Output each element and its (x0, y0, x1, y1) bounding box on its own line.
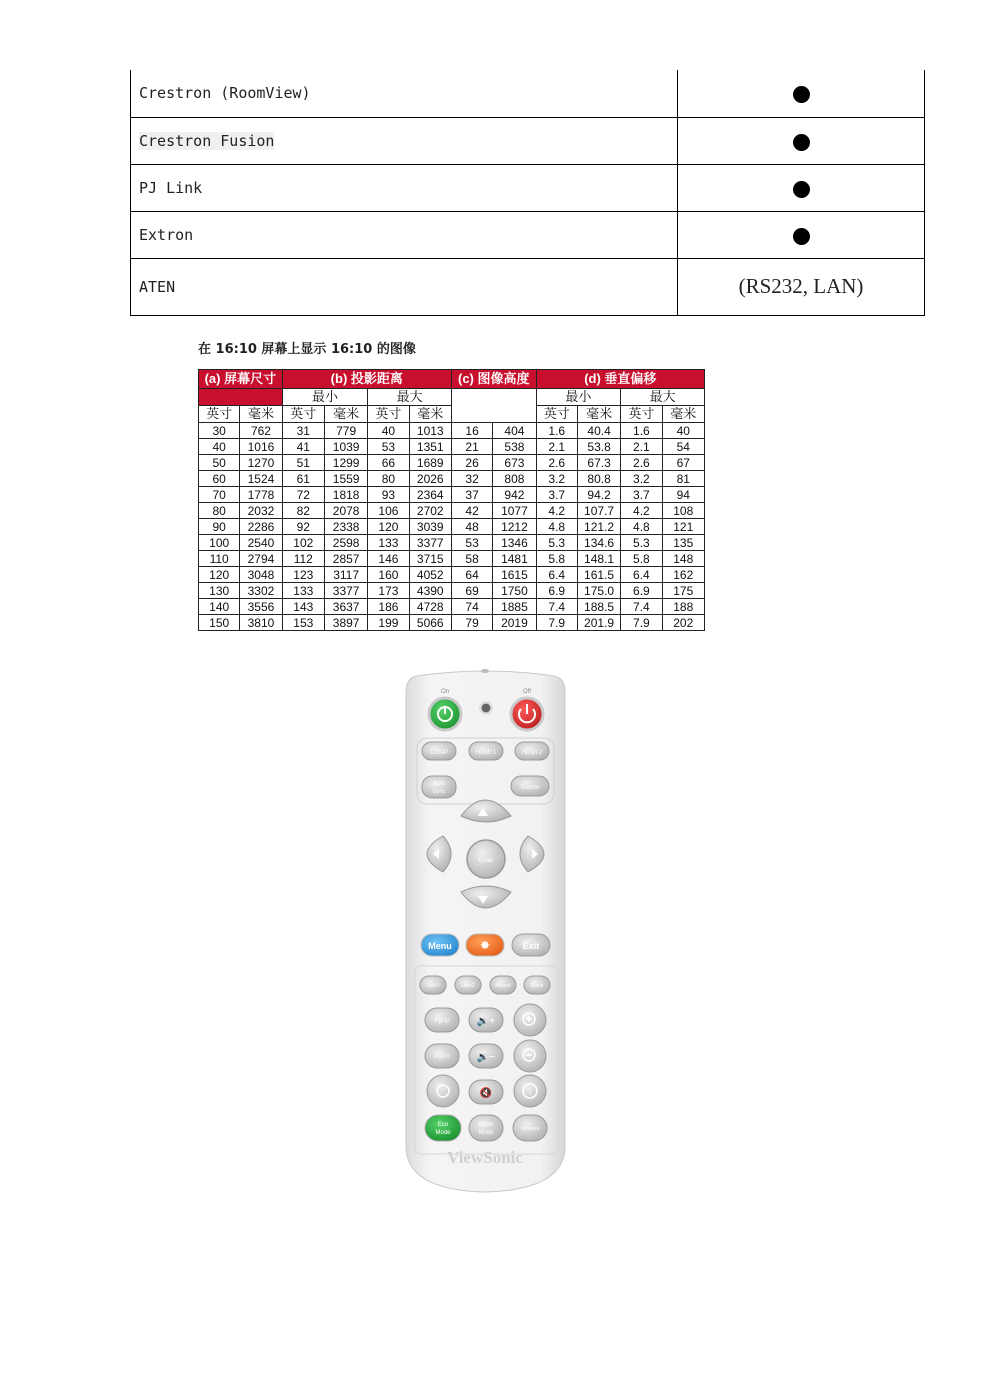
remote-control-illustration (403, 666, 568, 1194)
projection-table-title: 在 16:10 屏幕上显示 16:10 的图像 (198, 342, 416, 357)
protocol-name (131, 70, 678, 117)
eco-mode-button[interactable] (425, 1115, 461, 1141)
unit-inch: 英寸 (282, 406, 324, 423)
auto-sync-button[interactable] (422, 776, 456, 798)
table-cell: 53 (451, 535, 492, 551)
table-cell: 53 (368, 439, 409, 455)
table-cell: 4390 (409, 583, 451, 599)
table-cell: 762 (240, 423, 282, 439)
table-cell: 135 (662, 535, 704, 551)
page-up-button[interactable] (425, 1008, 459, 1032)
laser-icon: ✸ (480, 940, 490, 952)
enter-button[interactable] (467, 840, 505, 878)
header-offset-min: 最小 (536, 389, 621, 406)
table-cell: 3810 (240, 615, 282, 631)
table-cell: 1270 (240, 455, 282, 471)
table-cell: 140 (199, 599, 240, 615)
svg-text:Sync: Sync (432, 789, 446, 795)
table-row (199, 423, 705, 439)
table-cell: 175 (662, 583, 704, 599)
table-cell: 3039 (409, 519, 451, 535)
table-row (199, 535, 705, 551)
volume-up-icon: 🔉+ (476, 1016, 496, 1027)
table-row (199, 439, 705, 455)
menu-button[interactable] (421, 934, 459, 956)
protocol-name-text: Crestron Fusion (139, 131, 275, 150)
page-down-button[interactable] (425, 1044, 459, 1068)
table-row (199, 567, 705, 583)
source-button[interactable] (511, 776, 549, 796)
table-cell: 93 (368, 487, 409, 503)
table-cell: 5.8 (621, 551, 662, 567)
zoom-in-button[interactable] (514, 1004, 546, 1036)
table-cell: 808 (493, 471, 536, 487)
protocol-row (131, 164, 925, 211)
table-cell: 107.7 (577, 503, 620, 519)
table-cell: 1077 (493, 503, 536, 519)
svg-text:PgDn: PgDn (434, 1054, 450, 1060)
table-cell: 4.2 (536, 503, 577, 519)
user1-button[interactable] (420, 976, 446, 994)
table-row (199, 551, 705, 567)
table-cell: 4052 (409, 567, 451, 583)
table-cell: 673 (493, 455, 536, 471)
svg-text:COMP: COMP (430, 750, 448, 756)
header-screen-size: (a) 屏幕尺寸 (199, 370, 283, 389)
table-cell: 94.2 (577, 487, 620, 503)
table-cell: 7.4 (536, 599, 577, 615)
table-cell: 112 (282, 551, 324, 567)
svg-text:Mode: Mode (435, 1130, 451, 1136)
table-cell: 4.8 (536, 519, 577, 535)
mute-icon: 🔇 (479, 1088, 493, 1099)
table-cell: 4.2 (621, 503, 662, 519)
table-cell: 120 (368, 519, 409, 535)
svg-text:Blank: Blank (530, 983, 544, 989)
table-cell: 72 (282, 487, 324, 503)
table-cell: 1481 (493, 551, 536, 567)
table-cell: 3715 (409, 551, 451, 567)
table-cell: 32 (451, 471, 492, 487)
table-cell: 53.8 (577, 439, 620, 455)
svg-text:HDMI 1: HDMI 1 (475, 750, 497, 756)
projection-size-table (198, 369, 705, 631)
svg-text:Color: Color (478, 1122, 494, 1128)
table-cell: 1615 (493, 567, 536, 583)
table-cell: 3377 (324, 583, 367, 599)
svg-text:Exit: Exit (522, 941, 540, 951)
table-cell: 161.5 (577, 567, 620, 583)
svg-text:PgUp: PgUp (434, 1018, 450, 1024)
volume-down-button[interactable] (469, 1044, 503, 1068)
protocol-support (678, 164, 925, 211)
protocol-row (131, 117, 925, 164)
table-cell: 199 (368, 615, 409, 631)
table-cell: 80 (199, 503, 240, 519)
table-cell: 50 (199, 455, 240, 471)
table-cell: 4.8 (621, 519, 662, 535)
table-cell: 2.1 (536, 439, 577, 455)
table-row (199, 503, 705, 519)
protocol-name-text: ATEN (139, 277, 176, 296)
table-cell: 404 (493, 423, 536, 439)
table-cell: 5.3 (621, 535, 662, 551)
table-cell: 82 (282, 503, 324, 519)
table-cell: 3302 (240, 583, 282, 599)
table-cell: 7.9 (536, 615, 577, 631)
table-cell: 146 (368, 551, 409, 567)
table-cell: 2364 (409, 487, 451, 503)
laser-button[interactable] (466, 934, 504, 956)
table-cell: 153 (282, 615, 324, 631)
table-cell: 1212 (493, 519, 536, 535)
timer-button[interactable] (427, 1075, 459, 1107)
supported-dot-icon (793, 86, 810, 103)
table-cell: 134.6 (577, 535, 620, 551)
unit-mm: 毫米 (409, 406, 451, 423)
table-cell: 3.2 (536, 471, 577, 487)
table-cell: 3117 (324, 567, 367, 583)
table-cell: 5.8 (536, 551, 577, 567)
table-cell: 3.2 (621, 471, 662, 487)
supported-dot-icon (793, 228, 810, 245)
svg-text:Menu: Menu (428, 941, 452, 951)
table-cell: 60 (199, 471, 240, 487)
power-off-button[interactable] (511, 698, 543, 730)
table-cell: 186 (368, 599, 409, 615)
table-row (199, 471, 705, 487)
svg-text:i: i (529, 1087, 531, 1096)
table-cell: 538 (493, 439, 536, 455)
table-cell: 173 (368, 583, 409, 599)
zoom-out-button[interactable] (514, 1040, 546, 1072)
table-cell: 6.4 (536, 567, 577, 583)
table-cell: 1346 (493, 535, 536, 551)
table-cell: 2794 (240, 551, 282, 567)
table-cell: 2286 (240, 519, 282, 535)
aspect-button[interactable] (490, 976, 516, 994)
svg-text:Enter: Enter (478, 858, 494, 864)
table-cell: 1.6 (621, 423, 662, 439)
protocol-name-text: Extron (139, 225, 194, 244)
header-blank (199, 389, 283, 406)
table-cell: 3556 (240, 599, 282, 615)
header-blank (451, 389, 536, 423)
unit-inch: 英寸 (621, 406, 662, 423)
table-cell: 160 (368, 567, 409, 583)
table-cell: 3897 (324, 615, 367, 631)
unit-inch: 英寸 (368, 406, 409, 423)
table-cell: 64 (451, 567, 492, 583)
table-cell: 108 (662, 503, 704, 519)
table-cell: 94 (662, 487, 704, 503)
table-cell: 121 (662, 519, 704, 535)
table-cell: 133 (282, 583, 324, 599)
table-cell: 61 (282, 471, 324, 487)
table-row (199, 615, 705, 631)
protocol-name (131, 211, 678, 258)
table-cell: 79 (451, 615, 492, 631)
protocol-name-text: Crestron (RoomView) (139, 84, 311, 103)
table-cell: 1778 (240, 487, 282, 503)
table-cell: 2019 (493, 615, 536, 631)
table-cell: 201.9 (577, 615, 620, 631)
table-cell: 148 (662, 551, 704, 567)
table-cell: 2857 (324, 551, 367, 567)
exit-button[interactable] (512, 934, 550, 956)
protocol-row (131, 258, 925, 315)
table-cell: 16 (451, 423, 492, 439)
table-cell: 133 (368, 535, 409, 551)
unit-inch: 英寸 (536, 406, 577, 423)
svg-text:HDMI 2: HDMI 2 (521, 750, 543, 756)
table-cell: 30 (199, 423, 240, 439)
comp-button[interactable] (422, 742, 456, 760)
table-cell: 110 (199, 551, 240, 567)
table-cell: 143 (282, 599, 324, 615)
table-cell: 67.3 (577, 455, 620, 471)
table-cell: 188.5 (577, 599, 620, 615)
table-cell: 3048 (240, 567, 282, 583)
table-cell: 1013 (409, 423, 451, 439)
info-button[interactable] (514, 1075, 546, 1107)
header-vertical-offset: (d) 垂直偏移 (536, 370, 704, 389)
table-cell: 2598 (324, 535, 367, 551)
mute-button[interactable] (469, 1080, 503, 1104)
unit-mm: 毫米 (662, 406, 704, 423)
table-cell: 1818 (324, 487, 367, 503)
table-cell: 81 (662, 471, 704, 487)
table-cell: 4728 (409, 599, 451, 615)
protocol-support: (RS232, LAN) (678, 258, 925, 315)
status-led (482, 704, 491, 713)
table-cell: 779 (324, 423, 367, 439)
table-cell: 942 (493, 487, 536, 503)
ir-emitter (481, 669, 489, 673)
svg-text:Source: Source (520, 785, 540, 791)
table-cell: 2026 (409, 471, 451, 487)
table-cell: 120 (199, 567, 240, 583)
table-cell: 1885 (493, 599, 536, 615)
unit-mm: 毫米 (240, 406, 282, 423)
table-cell: 2032 (240, 503, 282, 519)
protocol-row (131, 70, 925, 117)
table-cell: 66 (368, 455, 409, 471)
protocol-support (678, 117, 925, 164)
header-offset-max: 最大 (621, 389, 705, 406)
on-label: On (440, 689, 450, 695)
table-cell: 3637 (324, 599, 367, 615)
table-cell: 102 (282, 535, 324, 551)
header-throw-min: 最小 (282, 389, 368, 406)
table-row (199, 455, 705, 471)
svg-text:User1: User1 (426, 983, 440, 989)
table-cell: 1351 (409, 439, 451, 455)
hdmi1-button[interactable] (469, 742, 503, 760)
table-cell: 121.2 (577, 519, 620, 535)
table-cell: 31 (282, 423, 324, 439)
table-cell: 26 (451, 455, 492, 471)
table-row (199, 487, 705, 503)
control-protocol-table (130, 70, 925, 316)
table-cell: 48 (451, 519, 492, 535)
unit-inch: 英寸 (199, 406, 240, 423)
header-throw-distance: (b) 投影距离 (282, 370, 451, 389)
table-cell: 1689 (409, 455, 451, 471)
svg-text:Network: Network (520, 1126, 540, 1132)
supported-dot-icon (793, 134, 810, 151)
table-row (199, 599, 705, 615)
table-cell: 106 (368, 503, 409, 519)
table-cell: 58 (451, 551, 492, 567)
table-cell: 7.9 (621, 615, 662, 631)
table-row (199, 583, 705, 599)
protocol-name (131, 164, 678, 211)
table-row (199, 519, 705, 535)
volume-down-icon: 🔉− (476, 1052, 496, 1063)
hdmi2-button[interactable] (515, 742, 549, 760)
table-cell: 148.1 (577, 551, 620, 567)
table-cell: 51 (282, 455, 324, 471)
unit-mm: 毫米 (324, 406, 367, 423)
user2-button[interactable] (455, 976, 481, 994)
table-cell: 67 (662, 455, 704, 471)
svg-text:User2: User2 (461, 983, 475, 989)
table-cell: 175.0 (577, 583, 620, 599)
table-cell: 100 (199, 535, 240, 551)
table-cell: 90 (199, 519, 240, 535)
protocol-name-text: PJ Link (139, 178, 203, 197)
svg-text:Auto: Auto (432, 781, 446, 787)
table-cell: 5066 (409, 615, 451, 631)
table-cell: 2.6 (621, 455, 662, 471)
table-cell: 2338 (324, 519, 367, 535)
table-cell: 202 (662, 615, 704, 631)
table-cell: 3.7 (536, 487, 577, 503)
network-button[interactable] (513, 1115, 547, 1141)
protocol-support (678, 211, 925, 258)
off-label: Off (523, 689, 531, 695)
svg-text:Aspect: Aspect (495, 983, 511, 989)
protocol-support (678, 70, 925, 117)
blank-button[interactable] (524, 976, 550, 994)
table-cell: 1559 (324, 471, 367, 487)
table-cell: 1524 (240, 471, 282, 487)
table-cell: 41 (282, 439, 324, 455)
table-cell: 1.6 (536, 423, 577, 439)
table-cell: 1299 (324, 455, 367, 471)
table-cell: 6.9 (621, 583, 662, 599)
table-cell: 3.7 (621, 487, 662, 503)
table-cell: 80 (368, 471, 409, 487)
table-cell: 54 (662, 439, 704, 455)
table-cell: 40 (662, 423, 704, 439)
table-cell: 92 (282, 519, 324, 535)
table-cell: 2078 (324, 503, 367, 519)
svg-text:Mode: Mode (478, 1130, 494, 1136)
volume-up-button[interactable] (469, 1008, 503, 1032)
table-cell: 162 (662, 567, 704, 583)
table-cell: 188 (662, 599, 704, 615)
table-cell: 6.9 (536, 583, 577, 599)
table-cell: 80.8 (577, 471, 620, 487)
table-cell: 70 (199, 487, 240, 503)
table-cell: 1016 (240, 439, 282, 455)
table-cell: 6.4 (621, 567, 662, 583)
table-cell: 40.4 (577, 423, 620, 439)
brand-logo: ViewSonic (447, 1148, 523, 1167)
table-cell: 74 (451, 599, 492, 615)
unit-mm: 毫米 (577, 406, 620, 423)
supported-dot-icon (793, 181, 810, 198)
table-cell: 2.1 (621, 439, 662, 455)
table-cell: 40 (368, 423, 409, 439)
table-cell: 42 (451, 503, 492, 519)
table-cell: 130 (199, 583, 240, 599)
table-cell: 2.6 (536, 455, 577, 471)
table-cell: 7.4 (621, 599, 662, 615)
color-mode-button[interactable] (469, 1115, 503, 1141)
table-cell: 1750 (493, 583, 536, 599)
svg-text:Eco: Eco (437, 1122, 449, 1128)
table-cell: 150 (199, 615, 240, 631)
protocol-name (131, 258, 678, 315)
table-cell: 5.3 (536, 535, 577, 551)
table-cell: 40 (199, 439, 240, 455)
protocol-row (131, 211, 925, 258)
table-cell: 21 (451, 439, 492, 455)
power-on-button[interactable] (429, 698, 461, 730)
table-cell: 69 (451, 583, 492, 599)
table-cell: 123 (282, 567, 324, 583)
table-cell: 2702 (409, 503, 451, 519)
protocol-name (131, 117, 678, 164)
table-cell: 1039 (324, 439, 367, 455)
table-cell: 37 (451, 487, 492, 503)
table-cell: 3377 (409, 535, 451, 551)
table-cell: 2540 (240, 535, 282, 551)
header-image-height: (c) 图像高度 (451, 370, 536, 389)
header-throw-max: 最大 (368, 389, 452, 406)
